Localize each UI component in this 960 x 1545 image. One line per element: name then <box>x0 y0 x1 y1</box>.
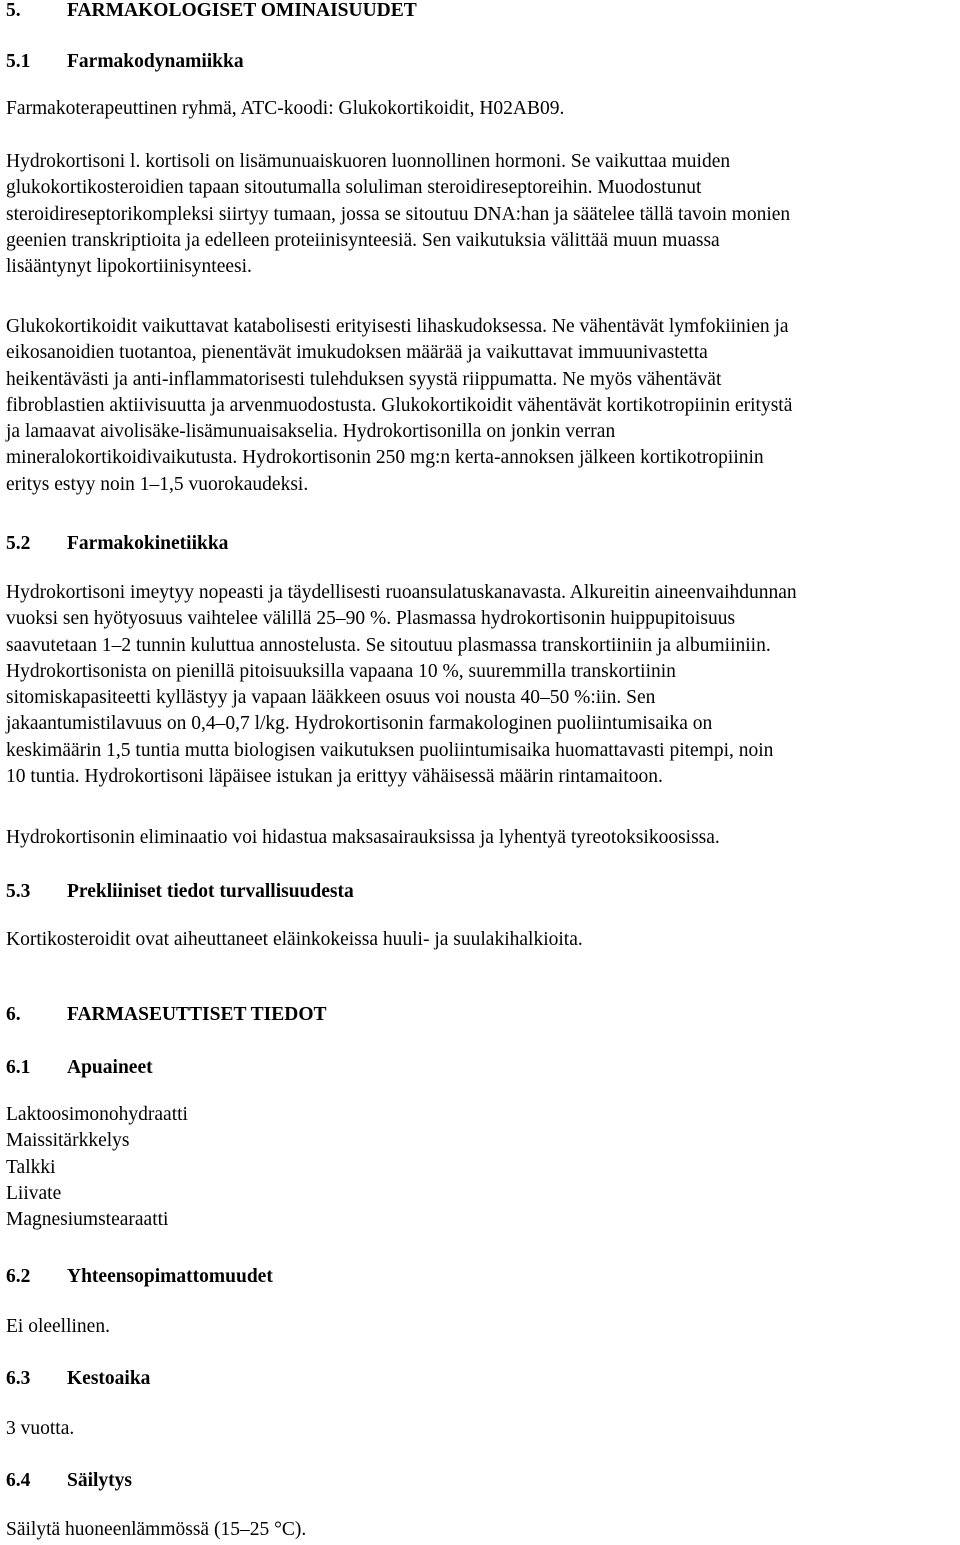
paragraph-incompatibilities <box>6 1314 958 1340</box>
section-heading-5 <box>6 0 417 22</box>
text-line: 10 tuntia. Hydrokortisoni läpäisee istukan ja erittyy vähäisessä määrin rintamaitoon. <box>6 766 663 788</box>
paragraph-glucocorticoid-effects <box>6 314 958 498</box>
section-title: Farmakokinetiikka <box>67 533 229 554</box>
list-item: Laktoosimonohydraatti <box>6 1104 188 1125</box>
paragraph-preclinical <box>6 927 958 953</box>
section-number: 6.2 <box>6 1266 31 1287</box>
section-number: 5. <box>6 0 21 21</box>
text-line: Säilytä huoneenlämmössä (15–25 °C). <box>6 1519 307 1540</box>
section-heading-6-3 <box>6 1368 150 1390</box>
list-item: Magnesiumstearaatti <box>6 1209 169 1231</box>
section-title: FARMAKOLOGISET OMINAISUUDET <box>67 0 417 21</box>
text-line: glukokortikosteroidien tapaan sitoutumalla soluliman steroidireseptoreihin. Muodostunut <box>6 177 702 199</box>
text-line: geenien transkriptioita ja edelleen proteiinisynteesiä. Sen vaikutuksia välittää muun muassa <box>6 229 720 251</box>
text-line: keskimäärin 1,5 tuntia mutta biologisen vaikutuksen puoliintumisaika huomattavasti pitempi, noin <box>6 739 774 761</box>
text-line: eritys estyy noin 1–1,5 vuorokaudeksi. <box>6 473 309 495</box>
section-heading-6 <box>6 1004 327 1026</box>
paragraph-atc-code <box>6 96 958 122</box>
section-number: 6.1 <box>6 1057 31 1078</box>
list-item: Maissitärkkelys <box>6 1130 130 1152</box>
paragraph-pharmacokinetics <box>6 580 958 790</box>
section-number: 5.2 <box>6 533 31 554</box>
section-title: Apuaineet <box>67 1057 153 1078</box>
section-heading-6-1 <box>6 1057 153 1079</box>
paragraph-storage <box>6 1517 958 1543</box>
text-line: 3 vuotta. <box>6 1418 75 1439</box>
section-title: Yhteensopimattomuudet <box>67 1266 273 1287</box>
text-line: Hydrokortisoni imeytyy nopeasti ja täydellisesti ruoansulatuskanavasta. Alkureitin aineenvaihdunnan <box>6 582 797 603</box>
section-heading-6-4 <box>6 1470 132 1492</box>
section-title: Säilytys <box>67 1470 133 1491</box>
section-number: 5.1 <box>6 51 31 72</box>
text-line: sitomiskapasiteetti kyllästyy ja vapaan lääkkeen osuus voi nousta 40–50 %:iin. Sen <box>6 687 656 709</box>
section-number: 6.3 <box>6 1368 31 1389</box>
text-line: Hydrokortisonista on pienillä pitoisuuksilla vapaana 10 %, suuremmilla transkortiinin <box>6 660 676 682</box>
text-line: jakaantumistilavuus on 0,4–0,7 l/kg. Hydrokortisonin farmakologinen puoliintumisaika on <box>6 713 713 735</box>
text-line: vuoksi sen hyötyosuus vaihtelee välillä 25–90 %. Plasmassa hydrokortisonin huippupitoisuus <box>6 608 736 630</box>
text-line: Hydrokortisoni l. kortisoli on lisämunuaiskuoren luonnollinen hormoni. Se vaikuttaa muiden <box>6 151 731 172</box>
text-line: ja lamaavat aivolisäke-lisämunuaisakselia. Hydrokortisonilla on jonkin verran <box>6 421 616 443</box>
text-line: fibroblastien aktiivisuutta ja arvenmuodostusta. Glukokortikoidit vähentävät kortikotropiinin eritystä <box>6 394 793 416</box>
section-title: FARMASEUTTISET TIEDOT <box>67 1004 327 1025</box>
list-item: Talkki <box>6 1156 56 1178</box>
text-line: Ei oleellinen. <box>6 1316 110 1337</box>
paragraph-elimination <box>6 825 958 851</box>
section-heading-5-1 <box>6 51 244 73</box>
text-line: mineralokortikoidivaikutusta. Hydrokortisonin 250 mg:n kerta-annoksen jälkeen kortikotropiinin <box>6 447 764 469</box>
section-number: 5.3 <box>6 881 31 902</box>
section-number: 6.4 <box>6 1470 31 1491</box>
section-heading-6-2 <box>6 1266 273 1288</box>
text-line: lisääntynyt lipokortiinisynteesi. <box>6 256 252 278</box>
text-line: heikentävästi ja anti-inflammatorisesti tulehduksen syystä riippumatta. Ne myös vähentävät <box>6 368 722 390</box>
section-heading-5-2 <box>6 533 228 555</box>
text-line: Farmakoterapeuttinen ryhmä, ATC-koodi: Glukokortikoidit, H02AB09. <box>6 98 565 119</box>
text-line: eikosanoidien tuotantoa, pienentävät imukudoksen määrää ja vaikuttavat immuunivastetta <box>6 342 708 364</box>
excipients-list <box>6 1102 958 1233</box>
text-line: saavutetaan 1–2 tunnin kuluttua annostelusta. Se sitoutuu plasmassa transkortiiniin ja albumiiniin. <box>6 634 771 656</box>
text-line: Hydrokortisonin eliminaatio voi hidastua maksasairauksissa ja lyhentyä tyreotoksikoosissa. <box>6 827 720 848</box>
paragraph-shelf-life <box>6 1416 958 1442</box>
text-line: steroidireseptorikompleksi siirtyy tumaan, jossa se sitoutuu DNA:han ja säätelee tällä tavoin monien <box>6 203 791 225</box>
section-number: 6. <box>6 1004 21 1025</box>
text-line: Glukokortikoidit vaikuttavat katabolisesti erityisesti lihaskudoksessa. Ne vähentävät lymfokiinien ja <box>6 316 789 337</box>
section-title: Kestoaika <box>67 1368 151 1389</box>
paragraph-hydrocortisone-mechanism <box>6 149 958 280</box>
list-item: Liivate <box>6 1182 62 1204</box>
text-line: Kortikosteroidit ovat aiheuttaneet eläinkokeissa huuli- ja suulakihalkioita. <box>6 929 583 950</box>
section-heading-5-3 <box>6 881 354 903</box>
section-title: Farmakodynamiikka <box>67 51 244 72</box>
section-title: Prekliiniset tiedot turvallisuudesta <box>67 881 354 902</box>
